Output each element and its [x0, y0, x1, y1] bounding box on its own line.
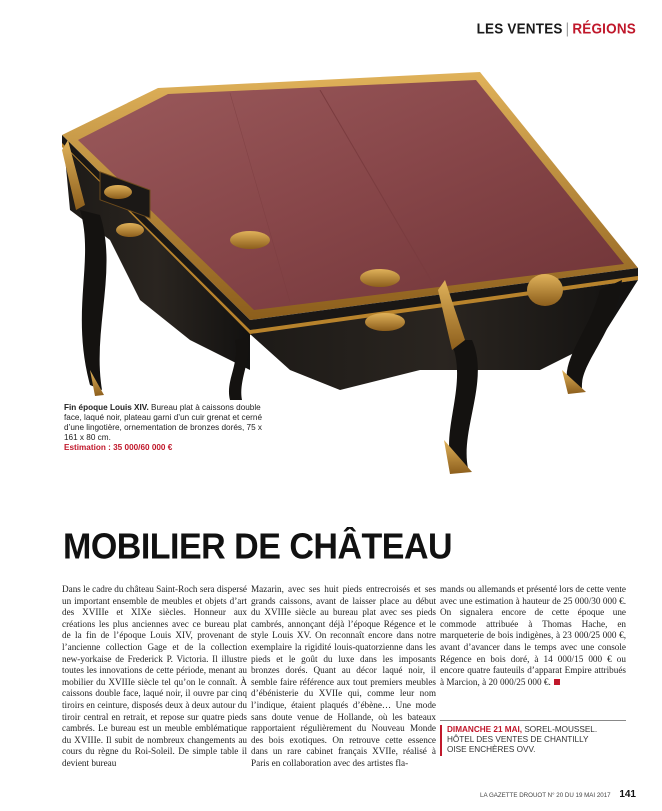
article-column-2	[251, 584, 436, 770]
article-column-3	[440, 584, 626, 688]
page-footer	[480, 789, 636, 800]
section-header	[477, 20, 636, 37]
column-1-text: Dans le cadre du château Saint-Roch sera dispersé un important ensemble de meubles et objets d’art des XVIIIe et XIXe siècles. Honneur aux créations les plus anciennes avec ce bureau plat de la fin de l’époque Louis XIV, provenant de l’ancienne collection Gage et de la collection new-yorkaise de Frederick P. Victoria. Il illustre toutes les innovations de cette période, menant au mobilier du XVIIIe siècle tel qu’on le connaît. À caissons double face, laqué noir, il ouvre par cinq tiroirs en ceinture, disposés deux à deux autour du tiroir central en retrait, et repose sur quatre pieds cambrés. Le bureau est un meuble emblématique du XVIIIe. Il subit de nombreux changements au cours du règne du Roi-Soleil. De simple table il devient bureau	[62, 584, 247, 768]
caption-estimate: Estimation : 35 000/60 000 €	[64, 443, 173, 452]
section-name: LES VENTES	[476, 20, 563, 37]
caption-title: Fin époque Louis XIV.	[64, 403, 149, 412]
page-number: 141	[619, 789, 636, 800]
sale-house: SOREL-MOUSSEL.	[522, 725, 598, 734]
sale-date: DIMANCHE 21 MAI,	[447, 725, 523, 734]
caption-text: Bureau plat à caissons double face, laqué noir, plateau garni d’un cuir grenat et cerné d’une lingotière, ornementation de bronzes dorés, 75 x 161 x 80 cm.	[64, 403, 262, 442]
end-of-article-mark	[554, 679, 560, 685]
sale-info-box	[440, 720, 626, 756]
sale-organizer: OISE ENCHÈRES OVV.	[447, 745, 536, 755]
desk-leg-front-left	[80, 210, 107, 390]
sale-venue: HÔTEL DES VENTES DE CHANTILLY	[447, 735, 589, 745]
section-sub: RÉGIONS	[572, 20, 636, 37]
article-column-1	[62, 584, 247, 770]
column-3-text: mands ou allemands et présenté lors de cette vente avec une estimation à hauteur de 25 000/30 000 €. On signalera encore de cette époque une commode attribuée à Thomas Hache, en marqueterie de bois indigènes, à 23 000/25 000 €, avant d’avancer dans le temps avec une console Régence en bois doré, à 14 000/15 000 € ou encore quatre fauteuils d’apparat Empire attribués à Marcion, à 20 000/25 000 €.	[440, 584, 626, 687]
photo-caption	[64, 403, 274, 453]
section-separator: |	[565, 20, 570, 37]
publication-info: LA GAZETTE DROUOT N° 20 DU 19 MAI 2017	[480, 792, 611, 799]
column-2-text: Mazarin, avec ses huit pieds entrecroisés et ses grands caissons, avant de laisser place au début du XVIIIe siècle au bureau plat avec ses pieds cambrés, annonçant déjà l’époque Régence et le style Louis XV. On reconnaît encore dans notre exemplaire la rigidité louis-quatorzienne dans les pieds et le goût du luxe dans les imposants bronzes dorés. Quant au décor laqué noir, il semble faire référence aux tout premiers meubles d’ébénisterie du XVIIe qui, comme leur nom l’indique, étaient plaqués d’ébène… Une mode sans doute venue de Hollande, où les bateaux rapportaient régulièrement du Nouveau Monde des bois exotiques. On retrouve cette essence dans un rare cabinet français XVIIe, réalisé à Paris en collaboration avec des artistes fla-	[251, 584, 436, 768]
headline: MOBILIER DE CHÂTEAU	[63, 527, 453, 567]
